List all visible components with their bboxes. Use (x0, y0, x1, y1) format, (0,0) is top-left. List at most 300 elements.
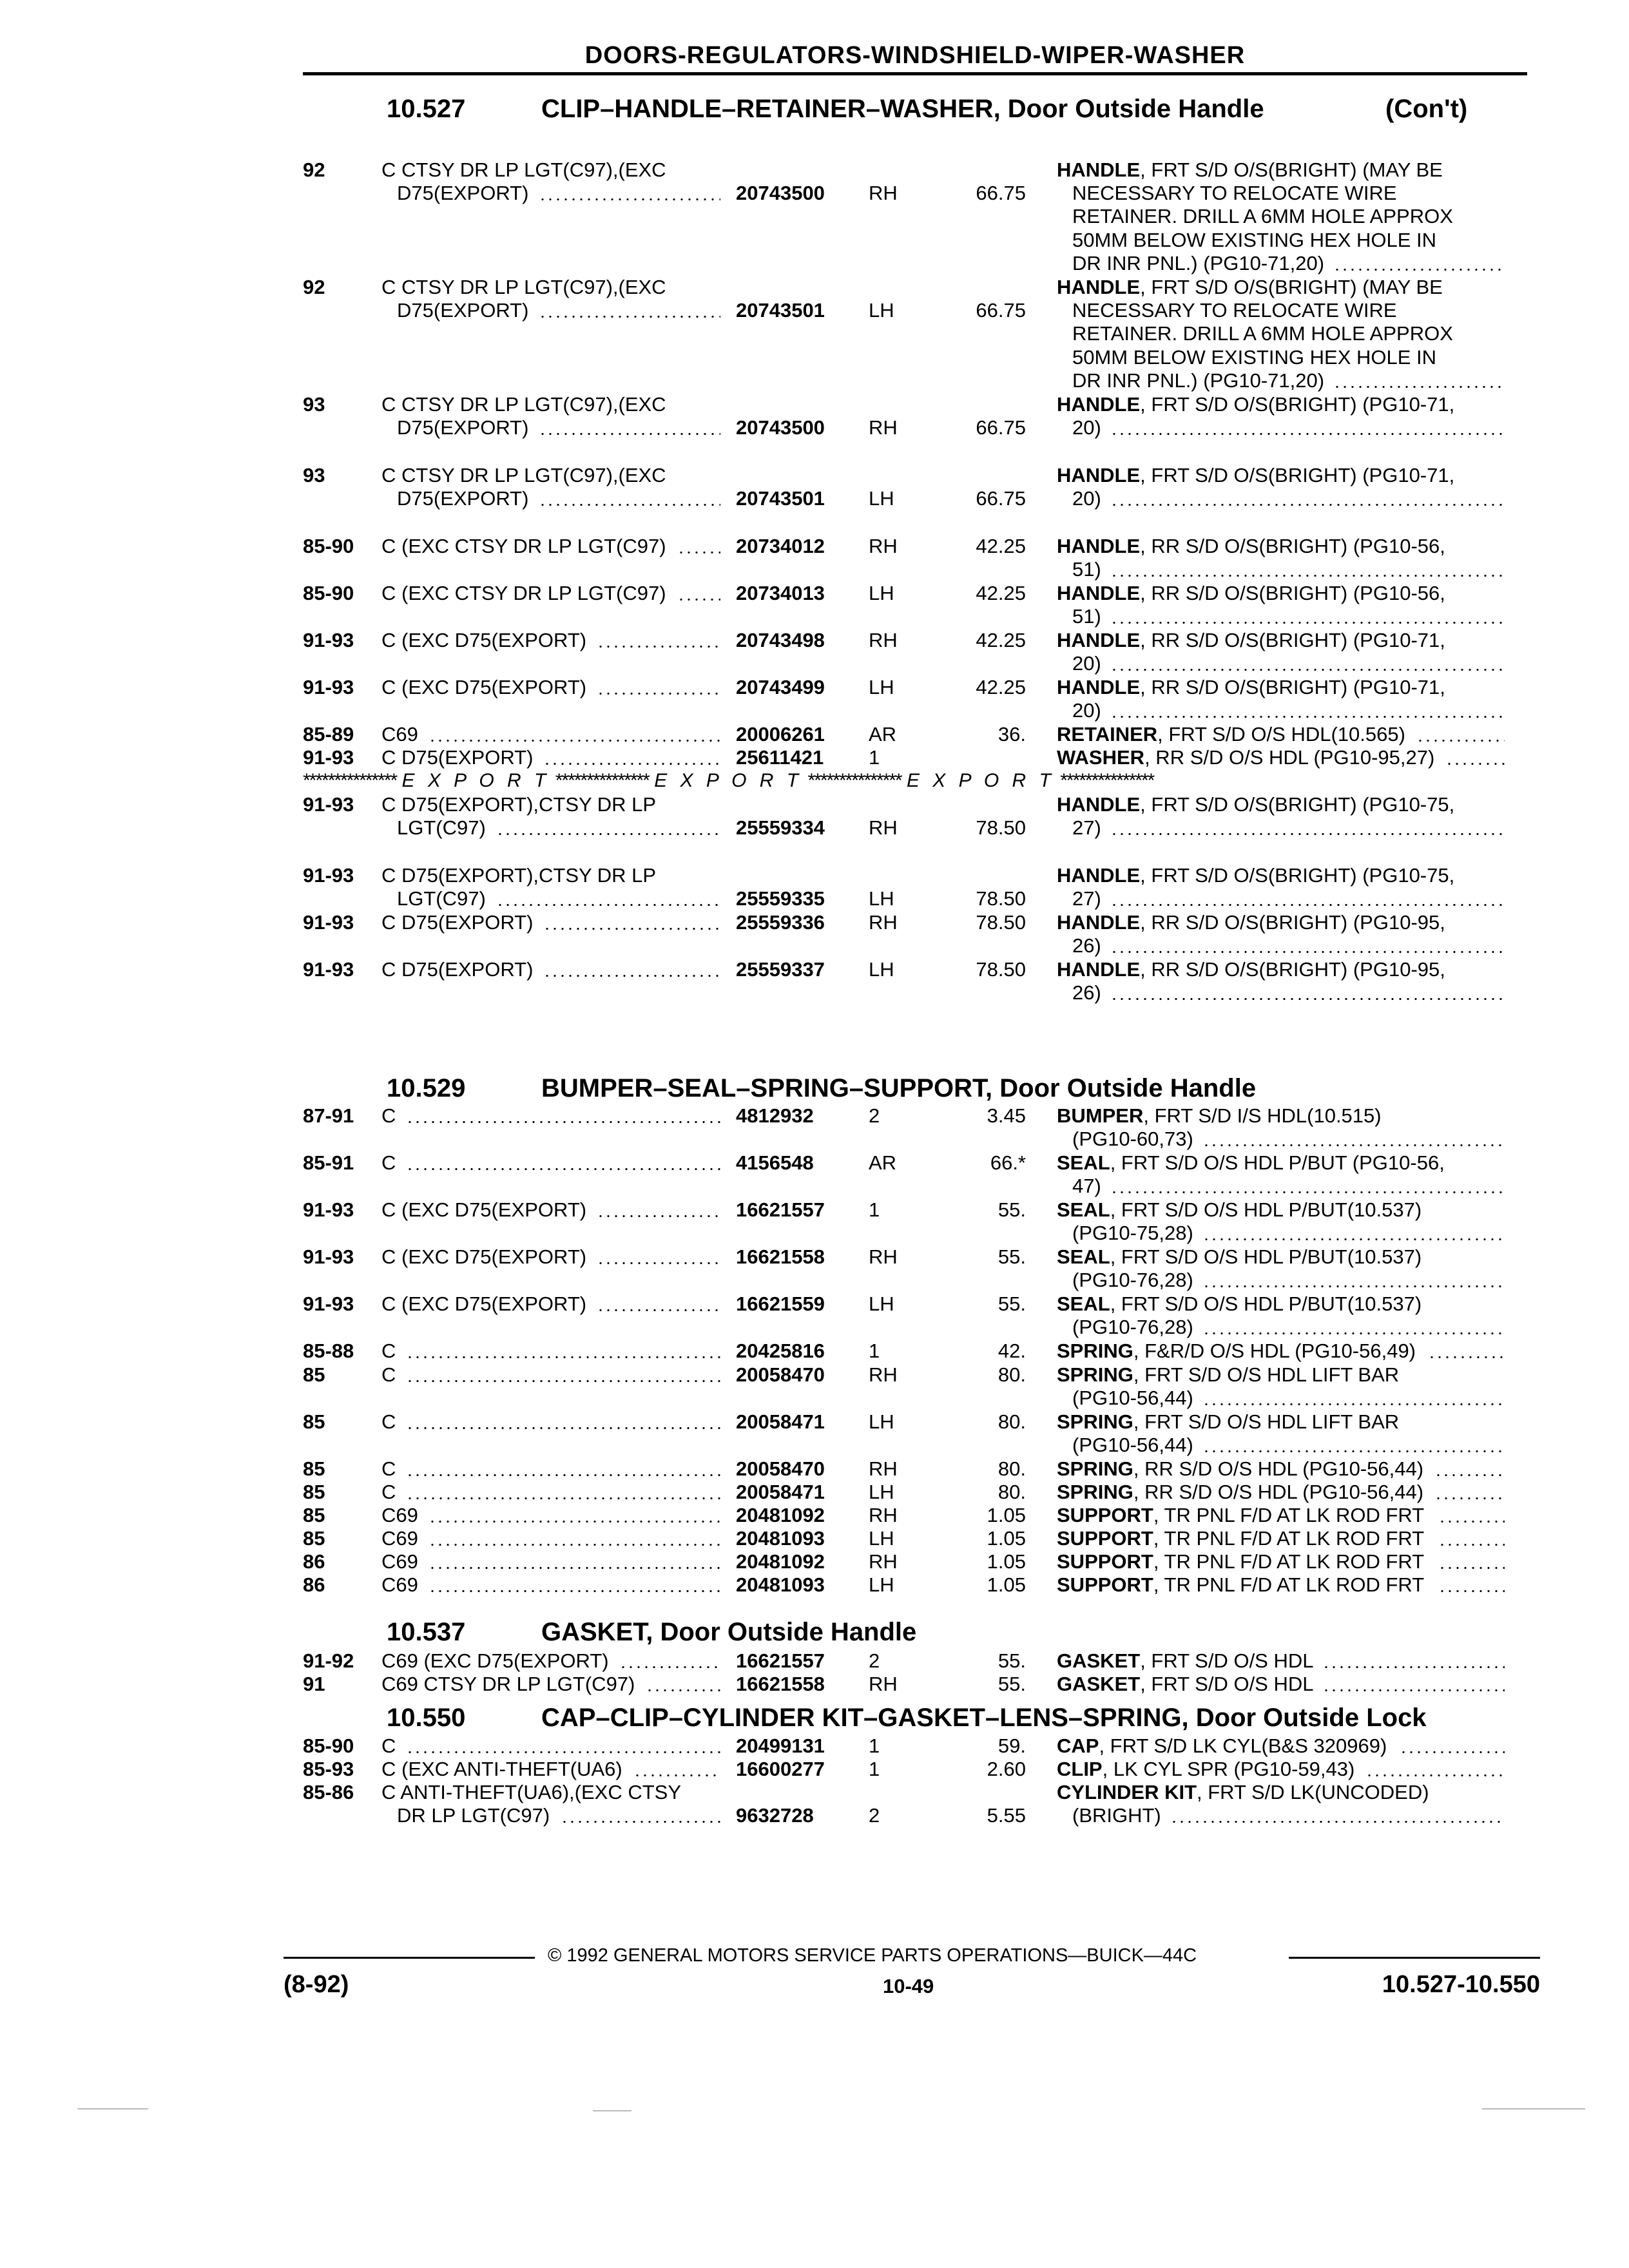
model-years: 93 (303, 393, 325, 416)
dot-leader (1170, 1804, 1505, 1827)
dot-leader (1110, 416, 1505, 439)
part-name-keyword: SEAL (1057, 1198, 1110, 1221)
part-number: 9632728 (736, 1804, 814, 1827)
dot-leader (539, 182, 720, 205)
dot-leader (1110, 652, 1505, 675)
dot-leader (1110, 981, 1505, 1004)
dot-leader (597, 1293, 720, 1316)
model-years: 87-91 (303, 1104, 354, 1127)
usage-description: C (EXC D75(EXPORT) (381, 676, 587, 698)
quantity: AR (869, 723, 897, 745)
part-number: 16621559 (736, 1293, 825, 1315)
model-years: 85 (303, 1410, 325, 1433)
parts-entry-continuation (0, 981, 1629, 1004)
part-number: 20481093 (736, 1573, 825, 1596)
part-number: 25611421 (736, 746, 824, 769)
part-name: WASHER, RR S/D O/S HDL (PG10-95,27) (1057, 746, 1435, 769)
section-number: 10.529 (387, 1074, 466, 1102)
part-number: 16621558 (736, 1245, 825, 1268)
parts-entry-continuation (0, 934, 1629, 957)
dot-leader (1110, 487, 1505, 510)
part-name: HANDLE, RR S/D O/S(BRIGHT) (PG10-71, (1057, 676, 1445, 698)
usage-description: C (EXC CTSY DR LP LGT(C97) (381, 535, 666, 557)
part-name: HANDLE, RR S/D O/S(BRIGHT) (PG10-56, (1057, 582, 1445, 604)
part-name: 27) (1072, 887, 1101, 910)
part-name: HANDLE, RR S/D O/S(BRIGHT) (PG10-95, (1057, 958, 1445, 981)
part-number: 20058470 (736, 1363, 825, 1386)
dot-leader (1202, 1316, 1505, 1339)
usage-description: C (381, 1481, 396, 1503)
usage-description: C CTSY DR LP LGT(C97),(EXC (381, 276, 666, 298)
usage-description: C (EXC D75(EXPORT) (381, 1293, 587, 1315)
parts-entry: 85-88 C 20425816 1 .42 SPRING, F&R/D O/S HDL (PG10-56,49) (0, 1340, 1629, 1363)
part-name-keyword: HANDLE (1057, 864, 1141, 887)
parts-entry: 91-93 C D75(EXPORT) 25559336 RH 78.50 HANDLE, RR S/D O/S(BRIGHT) (PG10-95, (303, 911, 1445, 934)
part-name: 20) (1072, 416, 1101, 439)
dot-leader (539, 487, 720, 510)
part-name: RETAINER. DRILL A 6MM HOLE APPROX (1072, 205, 1453, 228)
parts-entry: 85 C69 20481092 RH 1.05 SUPPORT, TR PNL F/D AT LK ROD FRT (0, 1504, 1629, 1527)
part-name: SUPPORT, TR PNL F/D AT LK ROD FRT (1057, 1527, 1425, 1550)
part-name: SPRING, RR S/D O/S HDL (PG10-56,44) (1057, 1457, 1424, 1480)
page-footer (284, 1943, 1540, 2020)
dot-leader (1202, 1128, 1505, 1151)
parts-entry: 85-90 C (EXC CTSY DR LP LGT(C97) 20734013 LH 42.25 HANDLE, RR S/D O/S(BRIGHT) (PG10-56, (303, 582, 1445, 604)
usage-description: C69 (381, 1573, 418, 1596)
model-years: 91-93 (303, 746, 354, 769)
section-title: CAP–CLIP–CYLINDER KIT–GASKET–LENS–SPRING, Door Outside Lock (541, 1704, 1427, 1732)
dot-leader (406, 1735, 720, 1758)
part-name-keyword: GASKET (1057, 1673, 1141, 1695)
footer-rule-left (284, 1957, 535, 1959)
dot-leader (1202, 1434, 1505, 1457)
part-name: NECESSARY TO RELOCATE WIRE (1072, 182, 1397, 205)
usage-description: C (381, 1410, 396, 1433)
part-number: 25559335 (736, 887, 825, 910)
dot-leader (429, 1527, 720, 1550)
dot-leader (1400, 1735, 1505, 1758)
quantity: LH (869, 1293, 894, 1315)
part-number: 16621558 (736, 1673, 825, 1695)
quantity: AR (869, 1151, 897, 1174)
dot-leader (429, 1573, 720, 1597)
part-name: 47) (1072, 1175, 1101, 1198)
dot-leader (1416, 723, 1505, 746)
usage-description: C69 (381, 723, 418, 745)
parts-entry: 85-91 C 4156548 AR *.66 SEAL, FRT S/D O/S HDL P/BUT (PG10-56, (303, 1151, 1445, 1174)
part-number: 25559336 (736, 911, 825, 934)
part-number: 20058471 (736, 1481, 825, 1503)
parts-entry-continuation (0, 252, 1629, 275)
dot-leader (429, 1504, 720, 1527)
part-name: (PG10-76,28) (1072, 1316, 1193, 1339)
usage-description: C (381, 1457, 396, 1480)
parts-entry: 85 C69 20481093 LH 1.05 SUPPORT, TR PNL F/D AT LK ROD FRT (0, 1527, 1629, 1550)
parts-entry-continuation (0, 1316, 1629, 1339)
part-name: RETAINER. DRILL A 6MM HOLE APPROX (1072, 322, 1453, 345)
part-name: HANDLE, FRT S/D O/S(BRIGHT) (PG10-71, (1057, 393, 1455, 416)
export-stars: *************** (303, 770, 397, 791)
part-name: GASKET, FRT S/D O/S HDL (1057, 1673, 1314, 1695)
part-name: HANDLE, RR S/D O/S(BRIGHT) (PG10-56, (1057, 535, 1445, 557)
part-name: SUPPORT, TR PNL F/D AT LK ROD FRT (1057, 1504, 1425, 1526)
parts-entry-continuation (0, 1128, 1629, 1151)
usage-description: C (EXC D75(EXPORT) (381, 629, 587, 651)
footer-copyright: © 1992 GENERAL MOTORS SERVICE PARTS OPERATIONS—BUICK—44C (548, 1945, 1197, 1966)
part-name-keyword: SPRING (1057, 1481, 1133, 1503)
part-number: 25559334 (736, 816, 825, 840)
part-number: 20743501 (736, 487, 825, 510)
usage-description: C (EXC CTSY DR LP LGT(C97) (381, 582, 666, 604)
part-number: 20734012 (736, 535, 825, 557)
usage-description: LGT(C97) (397, 816, 486, 840)
part-name: DR INR PNL.) (PG10-71,20) (1072, 251, 1325, 274)
model-years: 85-90 (303, 535, 354, 557)
dot-leader (1428, 1340, 1505, 1363)
part-name-keyword: HANDLE (1057, 276, 1141, 298)
section-title: BUMPER–SEAL–SPRING–SUPPORT, Door Outside Handle (541, 1074, 1257, 1102)
footer-section-range: 10.527-10.550 (1382, 1971, 1540, 1998)
quantity: 2 (869, 1649, 880, 1672)
model-years: 85-86 (303, 1781, 354, 1803)
part-name: 27) (1072, 816, 1101, 840)
model-years: 91-93 (303, 958, 354, 981)
export-label: E X P O R T (906, 770, 1055, 791)
parts-entry-continuation (0, 699, 1629, 722)
part-number: 20734013 (736, 582, 825, 604)
usage-description: C CTSY DR LP LGT(C97),(EXC (381, 159, 666, 181)
usage-description: C (EXC D75(EXPORT) (381, 1245, 587, 1268)
part-name: GASKET, FRT S/D O/S HDL (1057, 1649, 1314, 1672)
model-years: 86 (303, 1550, 325, 1573)
part-name-keyword: SUPPORT (1057, 1573, 1153, 1596)
quantity: LH (869, 1573, 894, 1596)
quantity: RH (869, 1457, 898, 1480)
model-years: 85 (303, 1363, 325, 1386)
parts-entry-continuation: D75(EXPORT) 20743500 RH 66.75 20) (0, 416, 1629, 439)
export-label: E X P O R T (401, 770, 550, 791)
export-divider (303, 769, 1527, 793)
part-name: HANDLE, FRT S/D O/S(BRIGHT) (PG10-75, (1057, 793, 1455, 816)
dot-leader (1434, 1481, 1505, 1504)
part-number: 25559337 (736, 958, 825, 981)
part-name: CAP, FRT S/D LK CYL(B&S 320969) (1057, 1735, 1387, 1757)
quantity: RH (869, 1550, 898, 1573)
quantity: LH (869, 487, 894, 510)
usage-description: C (381, 1363, 396, 1386)
model-years: 91-93 (303, 864, 354, 887)
part-name-keyword: SPRING (1057, 1457, 1133, 1480)
quantity: RH (869, 816, 898, 840)
dot-leader (1110, 1175, 1505, 1198)
part-name: (BRIGHT) (1072, 1804, 1161, 1827)
part-number: 4156548 (736, 1151, 814, 1174)
usage-description: C (381, 1104, 396, 1127)
parts-entry-continuation (0, 605, 1629, 628)
dot-leader (597, 1198, 720, 1222)
part-number: 20058471 (736, 1410, 825, 1433)
parts-entry-continuation (0, 1222, 1629, 1245)
parts-entry: 85 C 20058471 LH .80 SPRING, FRT S/D O/S HDL LIFT BAR (303, 1410, 1400, 1433)
usage-description: D75(EXPORT) (397, 487, 529, 510)
part-name: HANDLE, FRT S/D O/S(BRIGHT) (MAY BE (1057, 276, 1443, 298)
quantity: 1 (869, 746, 880, 769)
quantity: 1 (869, 1735, 880, 1757)
part-name: SUPPORT, TR PNL F/D AT LK ROD FRT (1057, 1550, 1425, 1573)
dot-leader (677, 535, 720, 558)
parts-entry-continuation: LGT(C97) 25559335 LH 78.50 27) (0, 887, 1629, 910)
parts-entry-continuation: D75(EXPORT) 20743500 RH 66.75 NECESSARY TO RELOCATE WIRE (397, 182, 1397, 205)
part-number: 20481092 (736, 1504, 825, 1526)
quantity: RH (869, 1504, 898, 1526)
part-name-keyword: HANDLE (1057, 676, 1141, 698)
parts-entry: 86 C69 20481093 LH 1.05 SUPPORT, TR PNL F/D AT LK ROD FRT (0, 1573, 1629, 1597)
part-name: NECESSARY TO RELOCATE WIRE (1072, 299, 1397, 322)
dot-leader (406, 1481, 720, 1504)
usage-description: C (381, 1151, 396, 1174)
model-years: 85 (303, 1504, 325, 1526)
dot-leader (406, 1410, 720, 1434)
part-name-keyword: HANDLE (1057, 464, 1141, 486)
part-name: (PG10-60,73) (1072, 1128, 1193, 1151)
parts-entry: 85 C 20058470 RH .80 SPRING, FRT S/D O/S HDL LIFT BAR (303, 1363, 1400, 1386)
model-years: 91-93 (303, 1293, 354, 1315)
part-name-keyword: CLIP (1057, 1758, 1103, 1780)
part-name-keyword: HANDLE (1057, 958, 1141, 981)
parts-entry-continuation: D75(EXPORT) 20743501 LH 66.75 NECESSARY TO RELOCATE WIRE (397, 299, 1397, 322)
part-name: (PG10-56,44) (1072, 1434, 1193, 1457)
model-years: 91-93 (303, 793, 354, 816)
parts-entry: 85-89 C69 20006261 AR .36 RETAINER, FRT S/D O/S HDL(10.565) (0, 723, 1629, 746)
model-years: 85-90 (303, 582, 354, 604)
part-number: 20058470 (736, 1457, 825, 1480)
dot-leader (543, 911, 720, 934)
parts-entry (0, 1781, 1629, 1804)
section-continued: (Con't) (1385, 95, 1468, 123)
section-number: 10.550 (387, 1704, 466, 1732)
part-name: 26) (1072, 934, 1101, 957)
part-name-keyword: HANDLE (1057, 911, 1141, 934)
dot-leader (677, 582, 720, 605)
export-stars: *************** (807, 770, 901, 791)
part-name: 26) (1072, 981, 1101, 1004)
part-name: (PG10-56,44) (1072, 1387, 1193, 1410)
parts-entry-continuation (0, 1175, 1629, 1198)
parts-entry: 91-93 C (EXC D75(EXPORT) 16621557 1 .55 SEAL, FRT S/D O/S HDL P/BUT(10.537) (303, 1198, 1422, 1221)
part-number: 20743500 (736, 182, 825, 205)
parts-entry (0, 464, 1629, 487)
quantity: RH (869, 416, 898, 439)
part-name: SPRING, F&R/D O/S HDL (PG10-56,49) (1057, 1340, 1416, 1362)
part-name: CYLINDER KIT, FRT S/D LK(UNCODED) (1057, 1781, 1429, 1803)
dot-leader (539, 416, 720, 439)
scan-smudge (1482, 2108, 1585, 2109)
footer-page-number: 10-49 (883, 1975, 934, 1997)
dot-leader (1438, 1527, 1505, 1550)
dot-leader (1110, 605, 1505, 628)
page-header (303, 40, 1527, 75)
parts-entry: 85 C 20058470 RH .80 SPRING, RR S/D O/S HDL (PG10-56,44) (0, 1457, 1629, 1481)
dot-leader (1434, 1457, 1505, 1481)
part-name-keyword: CAP (1057, 1735, 1099, 1757)
dot-leader (597, 676, 720, 699)
parts-entry: 91-92 C69 (EXC D75(EXPORT) 16621557 2 .55 GASKET, FRT S/D O/S HDL (0, 1649, 1629, 1673)
part-number: 16621557 (736, 1649, 825, 1672)
part-name-keyword: HANDLE (1057, 535, 1141, 557)
part-name: 50MM BELOW EXISTING HEX HOLE IN (1072, 228, 1437, 251)
quantity: LH (869, 676, 894, 698)
model-years: 91-93 (303, 1198, 354, 1221)
dot-leader (597, 629, 720, 652)
model-years: 92 (303, 276, 325, 298)
parts-entry-continuation (0, 369, 1629, 392)
dot-leader (619, 1649, 720, 1673)
parts-entry-continuation (0, 558, 1629, 581)
quantity: LH (869, 958, 894, 981)
model-years: 91 (303, 1673, 325, 1695)
model-years: 86 (303, 1573, 325, 1596)
parts-entry: 91-93 C (EXC D75(EXPORT) 20743498 RH 42.25 HANDLE, RR S/D O/S(BRIGHT) (PG10-71, (303, 629, 1445, 651)
usage-description: C ANTI-THEFT(UA6),(EXC CTSY (381, 1781, 682, 1803)
part-name: DR INR PNL.) (PG10-71,20) (1072, 369, 1325, 392)
part-number: 20743498 (736, 629, 825, 651)
part-name: SPRING, RR S/D O/S HDL (PG10-56,44) (1057, 1481, 1424, 1503)
part-name: HANDLE, RR S/D O/S(BRIGHT) (PG10-71, (1057, 629, 1445, 651)
usage-description: C (381, 1735, 396, 1757)
model-years: 93 (303, 464, 325, 486)
dot-leader (406, 1363, 720, 1387)
part-name-keyword: HANDLE (1057, 793, 1141, 816)
dot-leader (1110, 816, 1505, 840)
parts-entry-continuation (0, 205, 1629, 228)
part-number: 20499131 (736, 1735, 825, 1757)
quantity: 1 (869, 1758, 880, 1780)
quantity: 1 (869, 1340, 880, 1362)
quantity: LH (869, 1527, 894, 1550)
scan-smudge (77, 2108, 148, 2109)
usage-description: C69 (381, 1504, 418, 1526)
parts-entry: 91-93 C (EXC D75(EXPORT) 16621558 RH .55 SEAL, FRT S/D O/S HDL P/BUT(10.537) (303, 1245, 1422, 1268)
part-number: 16621557 (736, 1198, 825, 1221)
quantity: RH (869, 1363, 898, 1386)
dot-leader (496, 887, 720, 910)
model-years: 92 (303, 159, 325, 181)
model-years: 91-93 (303, 629, 354, 651)
quantity: RH (869, 182, 898, 205)
usage-description: C CTSY DR LP LGT(C97),(EXC (381, 464, 666, 486)
usage-description: C (381, 1340, 396, 1362)
part-name-keyword: GASKET (1057, 1649, 1141, 1672)
parts-entry-continuation (0, 1269, 1629, 1292)
dot-leader (429, 723, 720, 746)
model-years: 85 (303, 1481, 325, 1503)
part-name: 20) (1072, 699, 1101, 722)
dot-leader (633, 1758, 720, 1781)
quantity: 2 (869, 1804, 880, 1827)
dot-leader (1445, 746, 1505, 769)
part-name: 50MM BELOW EXISTING HEX HOLE IN (1072, 345, 1437, 369)
part-name-keyword: RETAINER (1057, 723, 1158, 745)
section-title: CLIP–HANDLE–RETAINER–WASHER, Door Outside Handle (541, 95, 1264, 123)
dot-leader (1365, 1758, 1505, 1781)
parts-entry-continuation (0, 1387, 1629, 1410)
parts-entry-continuation (0, 1434, 1629, 1457)
dot-leader (543, 746, 720, 769)
part-name-keyword: SUPPORT (1057, 1550, 1153, 1573)
part-number: 20743500 (736, 416, 825, 439)
part-name: SEAL, FRT S/D O/S HDL P/BUT (PG10-56, (1057, 1151, 1445, 1174)
quantity: LH (869, 299, 894, 322)
part-name: 20) (1072, 652, 1101, 675)
part-number: 20006261 (736, 723, 825, 745)
part-name-keyword: SUPPORT (1057, 1504, 1153, 1526)
part-name: 51) (1072, 558, 1101, 581)
dot-leader (429, 1550, 720, 1573)
model-years: 85-93 (303, 1758, 354, 1780)
usage-description: LGT(C97) (397, 887, 486, 910)
part-name-keyword: SUPPORT (1057, 1527, 1153, 1550)
scan-smudge (593, 2110, 631, 2111)
quantity: 1 (869, 1198, 880, 1221)
dot-leader (406, 1457, 720, 1481)
model-years: 85-91 (303, 1151, 354, 1174)
dot-leader (561, 1804, 720, 1827)
dot-leader (646, 1673, 720, 1696)
parts-entry: 86 C69 20481092 RH 1.05 SUPPORT, TR PNL F/D AT LK ROD FRT (0, 1550, 1629, 1573)
parts-entry-continuation: LGT(C97) 25559334 RH 78.50 27) (0, 816, 1629, 840)
part-name-keyword: SEAL (1057, 1293, 1110, 1315)
dot-leader (496, 816, 720, 840)
quantity: RH (869, 1673, 898, 1695)
usage-description: C (EXC D75(EXPORT) (381, 1198, 587, 1221)
model-years: 91-93 (303, 1245, 354, 1268)
part-number: 20743499 (736, 676, 825, 698)
dot-leader (1110, 887, 1505, 910)
model-years: 85-90 (303, 1735, 354, 1757)
model-years: 85-88 (303, 1340, 354, 1362)
quantity: LH (869, 1410, 894, 1433)
part-name: SEAL, FRT S/D O/S HDL P/BUT(10.537) (1057, 1198, 1422, 1221)
part-name-keyword: BUMPER (1057, 1104, 1144, 1127)
usage-description: C69 (EXC D75(EXPORT) (381, 1649, 609, 1672)
header-rule (303, 72, 1527, 75)
parts-entry: 85 C 20058471 LH .80 SPRING, RR S/D O/S HDL (PG10-56,44) (0, 1481, 1629, 1504)
quantity: RH (869, 1245, 898, 1268)
parts-entry: 85-90 C 20499131 1 .59 CAP, FRT S/D LK CYL(B&S 320969) (0, 1735, 1629, 1758)
model-years: 85 (303, 1457, 325, 1480)
parts-entry: 91 C69 CTSY DR LP LGT(C97) 16621558 RH .55 GASKET, FRT S/D O/S HDL (0, 1673, 1629, 1696)
parts-entry: 91-93 C D75(EXPORT) 25559337 LH 78.50 HANDLE, RR S/D O/S(BRIGHT) (PG10-95, (303, 958, 1445, 981)
quantity: LH (869, 582, 894, 604)
part-name-keyword: HANDLE (1057, 159, 1141, 181)
parts-entry (0, 393, 1629, 416)
usage-description: C D75(EXPORT) (381, 746, 534, 769)
quantity: LH (869, 887, 894, 910)
usage-description: C CTSY DR LP LGT(C97),(EXC (381, 393, 666, 416)
part-name: BUMPER, FRT S/D I/S HDL(10.515) (1057, 1104, 1382, 1127)
model-years: 91-93 (303, 911, 354, 934)
quantity: LH (869, 1481, 894, 1503)
dot-leader (597, 1245, 720, 1269)
part-name-keyword: HANDLE (1057, 582, 1141, 604)
usage-description: C69 (381, 1550, 418, 1573)
parts-entry (0, 793, 1629, 816)
dot-leader (406, 1104, 720, 1128)
parts-entry (0, 864, 1629, 887)
part-name: HANDLE, RR S/D O/S(BRIGHT) (PG10-95, (1057, 911, 1445, 934)
part-name: 20) (1072, 487, 1101, 510)
part-number: 20425816 (736, 1340, 825, 1362)
